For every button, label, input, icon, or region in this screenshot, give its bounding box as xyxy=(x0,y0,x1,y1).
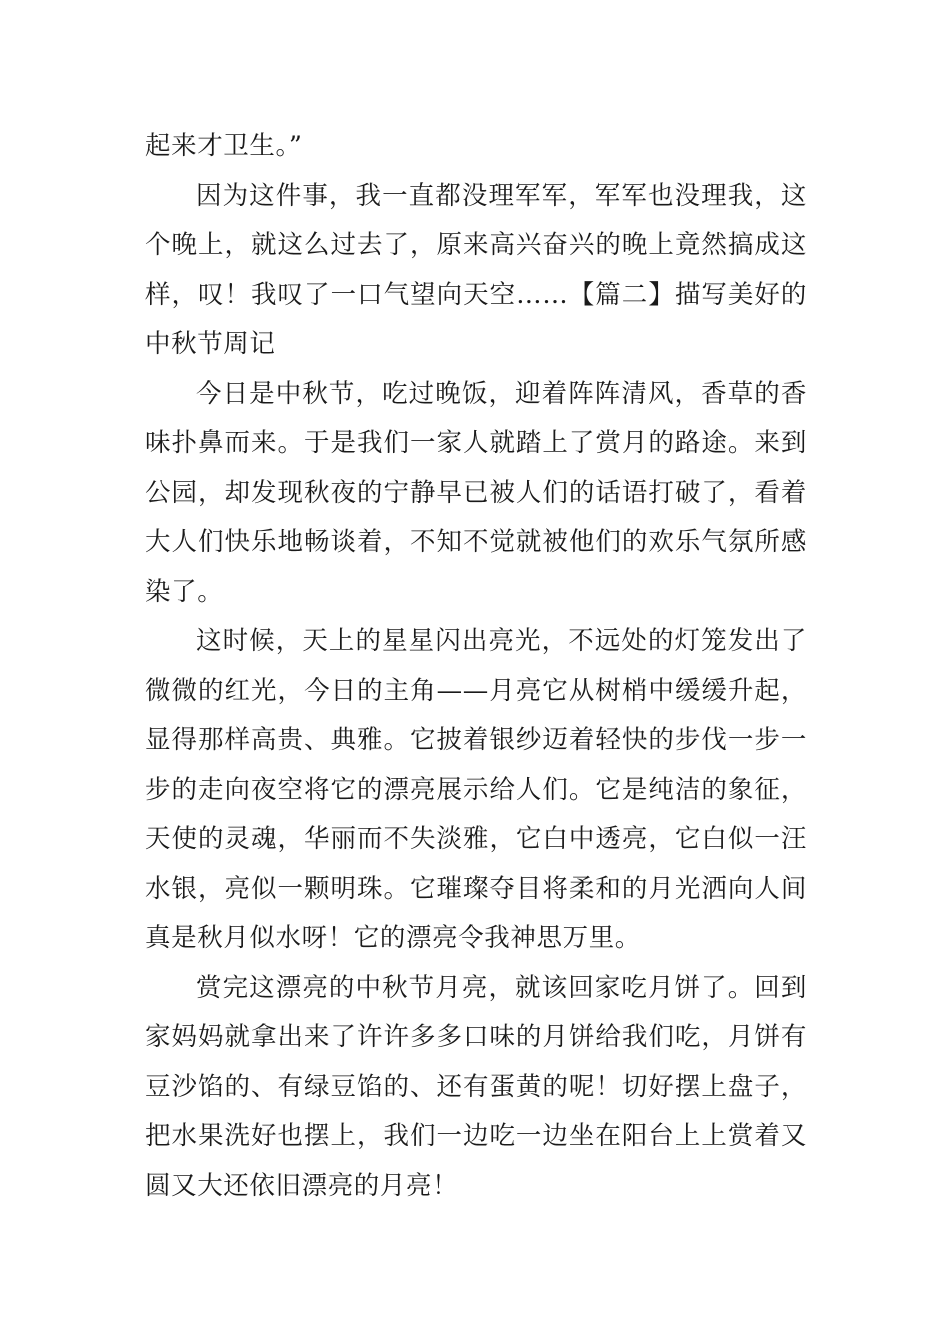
paragraph-continuation: 起来才卫生。” xyxy=(145,131,303,161)
document-body xyxy=(145,122,807,1211)
paragraph-moon-description: 这时候，天上的星星闪出亮光，不远处的灯笼发出了微微的红光，今日的主角——月亮它从树梢中缓缓升起，显得那样高贵、典雅。它披着银纱迈着轻快的步伐一步一步的走向夜空将它的漂亮展示给人们。它是纯洁的象征，天使的灵魂，华丽而不失淡雅，它白中透亮，它白似一汪水银，亮似一颗明珠。它璀璨夺目将柔和的月光洒向人间真是秋月似水呀！它的漂亮令我神思万里。 xyxy=(145,626,807,953)
paragraph-quarrel: 因为这件事，我一直都没理军军，军军也没理我，这个晚上，就这么过去了，原来高兴奋兴的晚上竟然搞成这样，叹！我叹了一口气望向天空……【篇二】描写美好的中秋节周记 xyxy=(145,180,807,359)
paragraph-moon-viewing-trip: 今日是中秋节，吃过晚饭，迎着阵阵清风，香草的香味扑鼻而来。于是我们一家人就踏上了赏月的路途。来到公园，却发现秋夜的宁静早已被人们的话语打破了，看着大人们快乐地畅谈着，不知不觉就被他们的欢乐气氛所感染了。 xyxy=(145,378,807,607)
paragraph-mooncakes: 赏完这漂亮的中秋节月亮，就该回家吃月饼了。回到家妈妈就拿出来了许许多多口味的月饼给我们吃，月饼有豆沙馅的、有绿豆馅的、还有蛋黄的呢！切好摆上盘子，把水果洗好也摆上，我们一边吃一边坐在阳台上上赏着又圆又大还依旧漂亮的月亮！ xyxy=(145,972,807,1201)
